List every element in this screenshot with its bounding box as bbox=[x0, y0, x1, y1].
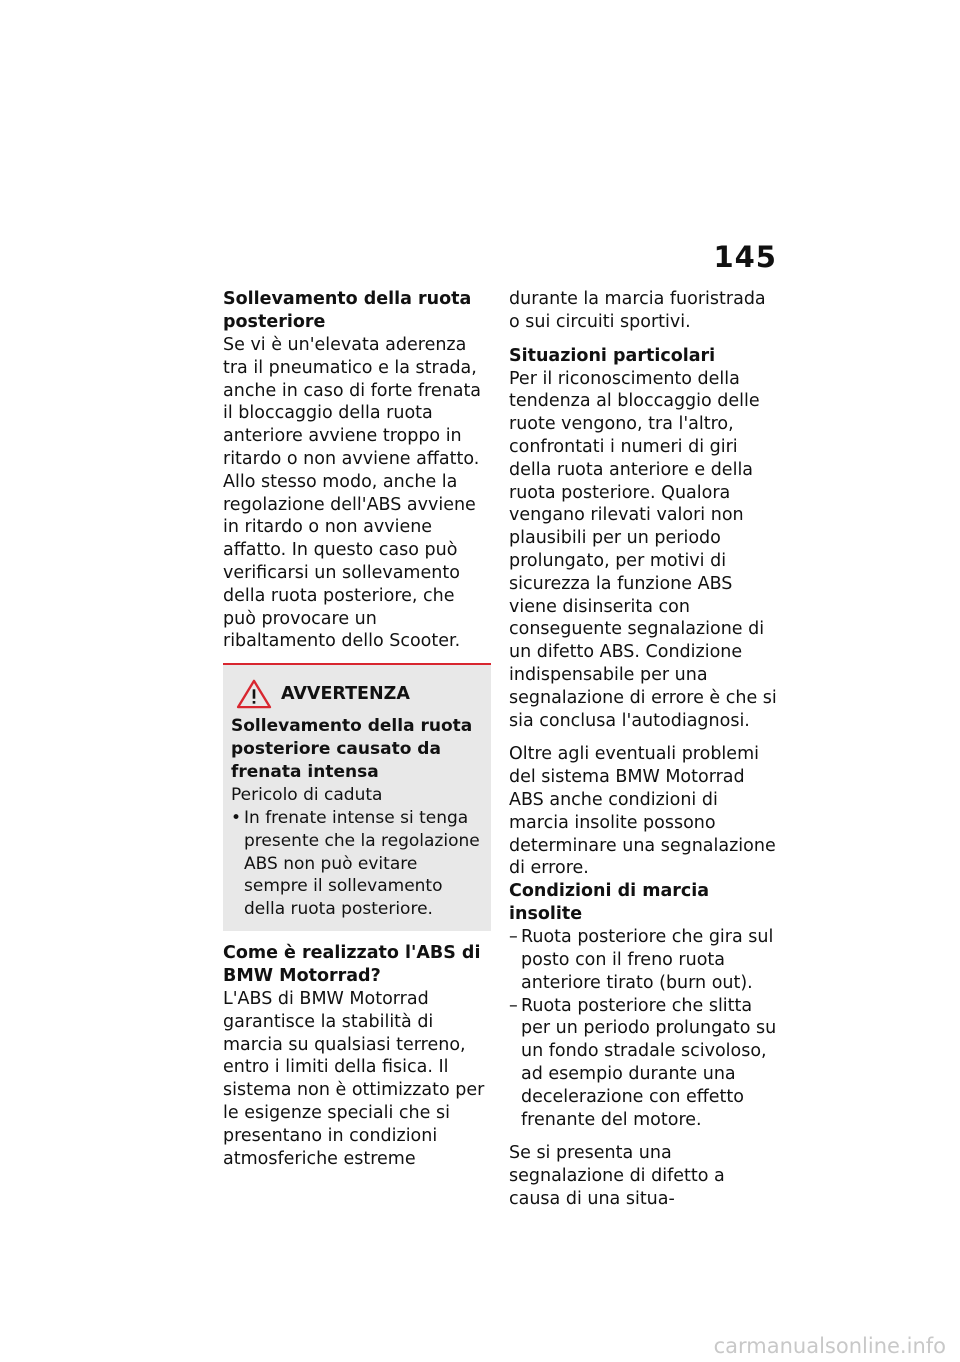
paragraph: durante la marcia fuoristrada o sui circuiti sportivi. bbox=[509, 289, 766, 332]
left-column bbox=[223, 288, 491, 1170]
warning-title: Sollevamento della ruota posteriore causato da frenata intensa bbox=[231, 716, 473, 783]
paragraph: L'ABS di BMW Motorrad garantisce la stabilità di marcia su qualsiasi terreno, entro i limiti della fisica. Il sistema non è ottimizzato per le esigenze speciali che si presentano in condizioni atmosferiche estreme bbox=[223, 988, 485, 1169]
section-title: Condizioni di marcia insolite bbox=[509, 881, 710, 925]
dash-marker: – bbox=[509, 995, 518, 1016]
page-number: 145 bbox=[713, 240, 777, 274]
watermark: carmanualsonline.info bbox=[713, 1334, 946, 1358]
warning-header bbox=[231, 679, 483, 709]
warning-label: AVVERTENZA bbox=[281, 684, 410, 705]
paragraph: Per il riconoscimento della tendenza al bloccaggio delle ruote vengono, tra l'altro, confrontati i numeri di giri della ruota anteriore e della ruota posteriore. Qualora vengano rilevati valori non plausibili per un periodo prolungato, per motivi di sicurezza la funzione ABS viene disinserita con conseguente segnalazione di un difetto ABS. Condizione indispensabile per una segnalazione di errore è che si sia conclusa l'autodiagnosi. bbox=[509, 368, 777, 731]
section-title: Come è realizzato l'ABS di BMW Motorrad? bbox=[223, 942, 481, 986]
paragraph: Oltre agli eventuali problemi del sistema BMW Motorrad ABS anche condizioni di marcia insolite possono determinare una segnalazione di errore. bbox=[509, 744, 776, 879]
warning-box bbox=[223, 663, 491, 931]
list-item: – Ruota posteriore che gira sul posto con il freno ruota anteriore tirato (burn out). bbox=[509, 927, 774, 993]
condition-list bbox=[509, 926, 777, 1131]
warning-risk: Pericolo di caduta bbox=[231, 785, 383, 806]
list-item: – Ruota posteriore che slitta per un periodo prolungato su un fondo stradale scivoloso, ad esempio durante una decelerazione con effetto frenante del motore. bbox=[509, 995, 777, 1130]
warning-triangle-icon bbox=[235, 679, 273, 709]
bullet-icon: • bbox=[231, 807, 242, 828]
warning-list bbox=[231, 807, 483, 921]
paragraph: Se si presenta una segnalazione di difetto a causa di una situa- bbox=[509, 1143, 725, 1209]
section-title: Sollevamento della ruota posteriore bbox=[223, 289, 472, 332]
section-title: Situazioni particolari bbox=[509, 345, 716, 366]
list-item: • In frenate intense si tenga presente che la regolazione ABS non può evitare sempre il sollevamento della ruota posteriore. bbox=[231, 807, 480, 920]
right-column bbox=[509, 288, 777, 1211]
paragraph: Se vi è un'elevata aderenza tra il pneumatico e la strada, anche in caso di forte frenata il bloccaggio della ruota anteriore avviene troppo in ritardo o non avviene affatto. Allo stesso modo, anche la regolazione dell'ABS avviene in ritardo o non avviene affatto. In questo caso può verificarsi un sollevamento della ruota posteriore, che può provocare un ribaltamento dello Scooter. bbox=[223, 335, 482, 652]
dash-marker: – bbox=[509, 927, 518, 948]
